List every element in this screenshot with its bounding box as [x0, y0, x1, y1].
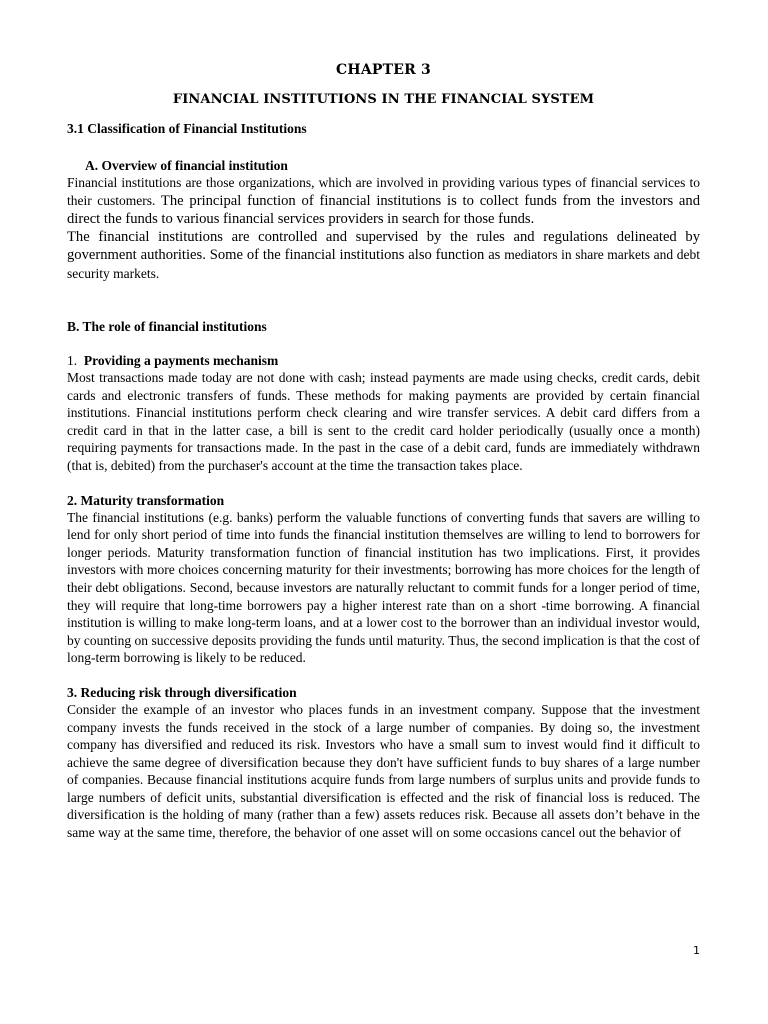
- spacer: [67, 283, 700, 319]
- spacer: [67, 667, 700, 685]
- item-2-heading-text: 2. Maturity transformation: [67, 492, 225, 508]
- chapter-title: FINANCIAL INSTITUTIONS IN THE FINANCIAL SYSTEM: [172, 92, 595, 107]
- overview-paragraph-2-part1: The financial institutions are controlled and supervised by the rules and regulations delineated by government authorities. Some of the financial institutions also function as: [67, 228, 700, 264]
- item-1-heading: [67, 353, 700, 369]
- overview-paragraph-2-part2: mediators in share markets and debt security markets.: [67, 247, 700, 281]
- section-heading-3-1: 3.1 Classification of Financial Institutions: [67, 121, 307, 136]
- overview-paragraph-1-part2: The principal function of financial institutions is to collect funds from the investors and direct the funds to various financial services providers in search for those funds.: [67, 192, 700, 228]
- overview-paragraph-2: [67, 229, 700, 283]
- page-content: [67, 62, 700, 842]
- item-1-number: 1.: [67, 353, 78, 368]
- subsection-heading-role-text: B. The role of financial institutions: [67, 319, 267, 334]
- item-3-heading: [67, 685, 700, 701]
- subsection-heading-role: [67, 319, 700, 335]
- subsection-heading-overview: A. Overview of financial institution: [85, 158, 288, 173]
- item-2-heading: [67, 493, 700, 509]
- page-number: 1: [693, 944, 700, 957]
- spacer: [67, 475, 700, 493]
- item-3-paragraph: Consider the example of an investor who places funds in an investment company. Suppose that the investment company invests the funds received in the stock of a large number of companies. By doing so, the investment company has diversified and reduced its risk. Investors who have a small sum to invest would find it difficult to achieve the same degree of diversification because they don't have sufficient funds to buy shares of a large number of companies. Because financial institutions acquire funds from large numbers of surplus units and provide funds to large numbers of deficit units, substantial diversification is effected and the risk of financial loss is reduced. The diversification is the holding of many (rather than a few) assets reduces risk. Because all assets don’t behave in the same way at the same time, therefore, the behavior of one asset will on some occasions cancel out the behavior of: [67, 701, 700, 841]
- overview-paragraph-1-part1: Financial institutions are those organizations, which are involved in providing various types of financial services to their customers.: [67, 175, 700, 208]
- item-1-paragraph: Most transactions made today are not done with cash; instead payments are made using checks, credit cards, debit cards and electronic transfers of funds. These methods for making payments are provided by certain financial institutions. Financial institutions perform check clearing and wire transfer services. A debit card differs from a credit card in that in the latter case, a bill is sent to the credit card holder periodically (usually once a month) requiring payments for transactions made. In the past in the case of a debit card, funds are immediately withdrawn (that is, debited) from the purchaser's account at the time the transaction takes place.: [67, 370, 700, 473]
- item-2-paragraph: The financial institutions (e.g. banks) perform the valuable functions of converting funds that savers are willing to lend for only short period of time into funds the financial institution themselves are willing to lend to borrowers for longer periods. Maturity transformation function of financial institution has two implications. First, it provides investors with more choices concerning maturity for their investments; borrowing has more choices for the length of their debt obligations. Second, because investors are naturally reluctant to commit funds for a longer period of time, they will require that long-time borrowers pay a higher interest rate than on a short -time borrowing. A financial institution is willing to make long-term loans, and at a lower cost to the borrower than an individual investor would, by counting on successive deposits providing the funds until maturity. Thus, the second implication is that the cost of long-term borrowing is likely to be reduced.: [67, 509, 700, 666]
- chapter-heading: CHAPTER 3: [336, 62, 431, 78]
- item-1-heading-text: Providing a payments mechanism: [83, 353, 279, 368]
- item-3-heading-text: 3. Reducing risk through diversification: [67, 684, 297, 700]
- overview-paragraph-1: [67, 174, 700, 229]
- spacer: [67, 335, 700, 353]
